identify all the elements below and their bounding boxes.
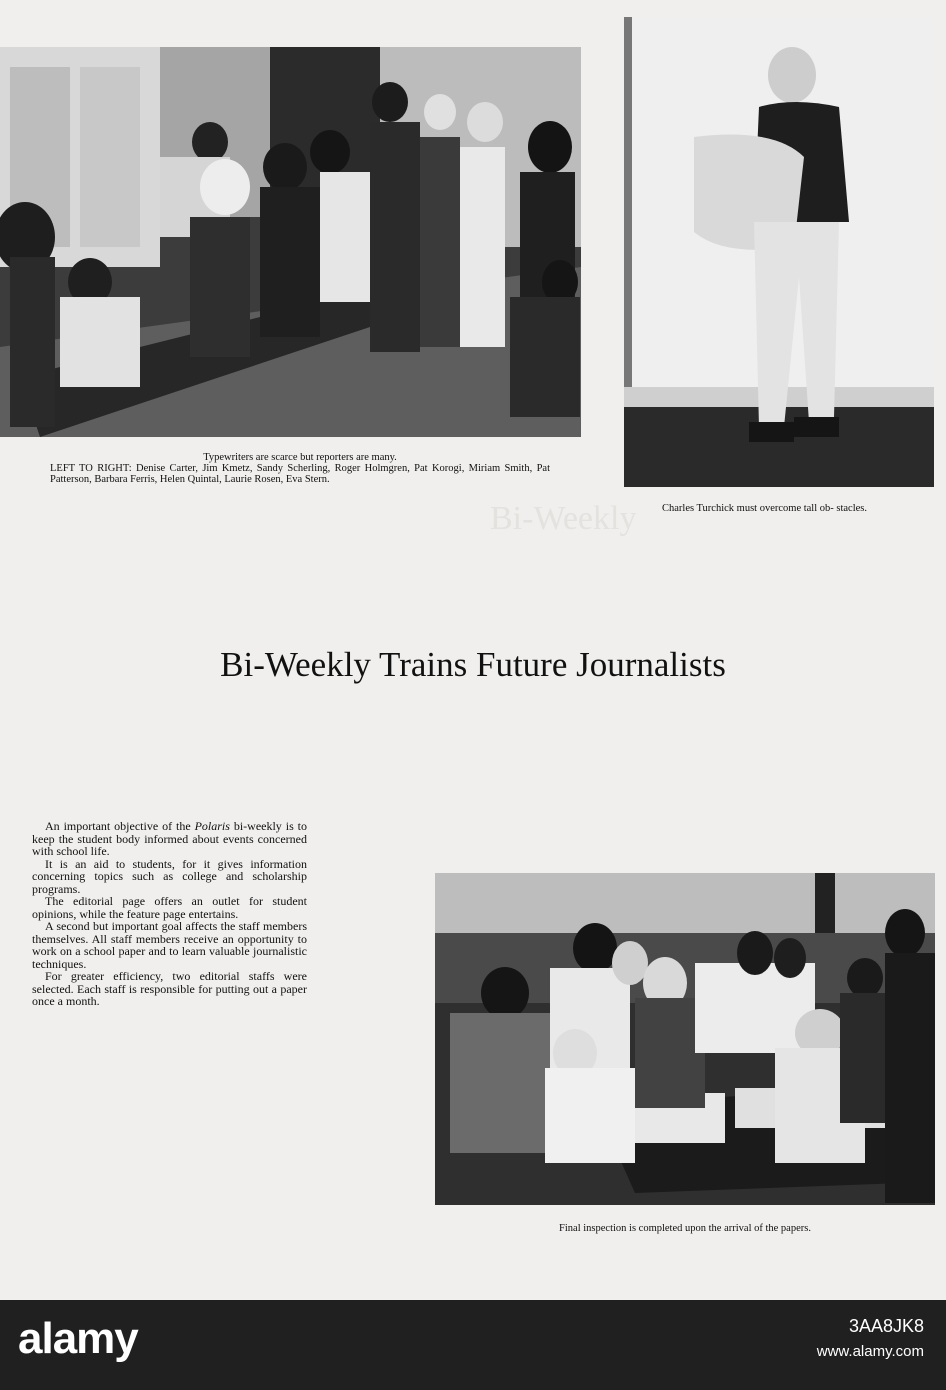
caption-inspection: Final inspection is completed upon the arrival of the papers. — [559, 1223, 811, 1234]
article-p1-start: An important objective of the — [45, 819, 195, 833]
photo-charles-turchick — [624, 17, 934, 487]
caption-typewriters-title: Typewriters are scarce but reporters are many. — [203, 452, 397, 463]
article-paragraph-1 — [32, 820, 307, 858]
article-paragraph-2: It is an aid to students, for it gives information concerning topics such as college and scholarship programs. — [32, 856, 307, 896]
article-body — [32, 820, 307, 1008]
photo-final-inspection — [435, 873, 935, 1205]
page-headline: Bi-Weekly Trains Future Journalists — [220, 645, 726, 684]
photo-typewriters-newsroom — [0, 47, 581, 437]
stock-footer — [0, 1300, 946, 1390]
caption-typewriters — [50, 452, 550, 485]
article-p1-publication: Polaris — [194, 819, 230, 833]
article-paragraph-3: The editorial page offers an outlet for student opinions, while the feature page entertains. — [32, 894, 307, 921]
caption-turchick: Charles Turchick must overcome tall ob- stacles. — [662, 503, 868, 514]
footer-logo: alamy — [18, 1314, 138, 1363]
caption-typewriters-names: LEFT TO RIGHT: Denise Carter, Jim Kmetz, Sandy Scherling, Roger Holmgren, Pat Korogi, Miriam Smith, Pat Patterson, Barbara Ferris, Helen Quintal, Laurie Rosen, Eva Stern. — [50, 463, 550, 485]
article-paragraph-4: A second but important goal affects the staff members themselves. All staff members receive an opportunity to work on a school paper and to learn valuable journalistic techniques. — [32, 919, 307, 971]
bleed-through-text: Bi-Weekly — [490, 500, 637, 537]
article-paragraph-5: For greater efficiency, two editorial staffs were selected. Each staff is responsible for putting out a paper once a month. — [32, 969, 307, 1008]
footer-url[interactable]: www.alamy.com — [816, 1343, 924, 1360]
footer-image-id: 3AA8JK8 — [848, 1316, 924, 1336]
article-p1-end: bi-weekly is to keep the student body informed about events concerned with school life. — [32, 819, 307, 858]
